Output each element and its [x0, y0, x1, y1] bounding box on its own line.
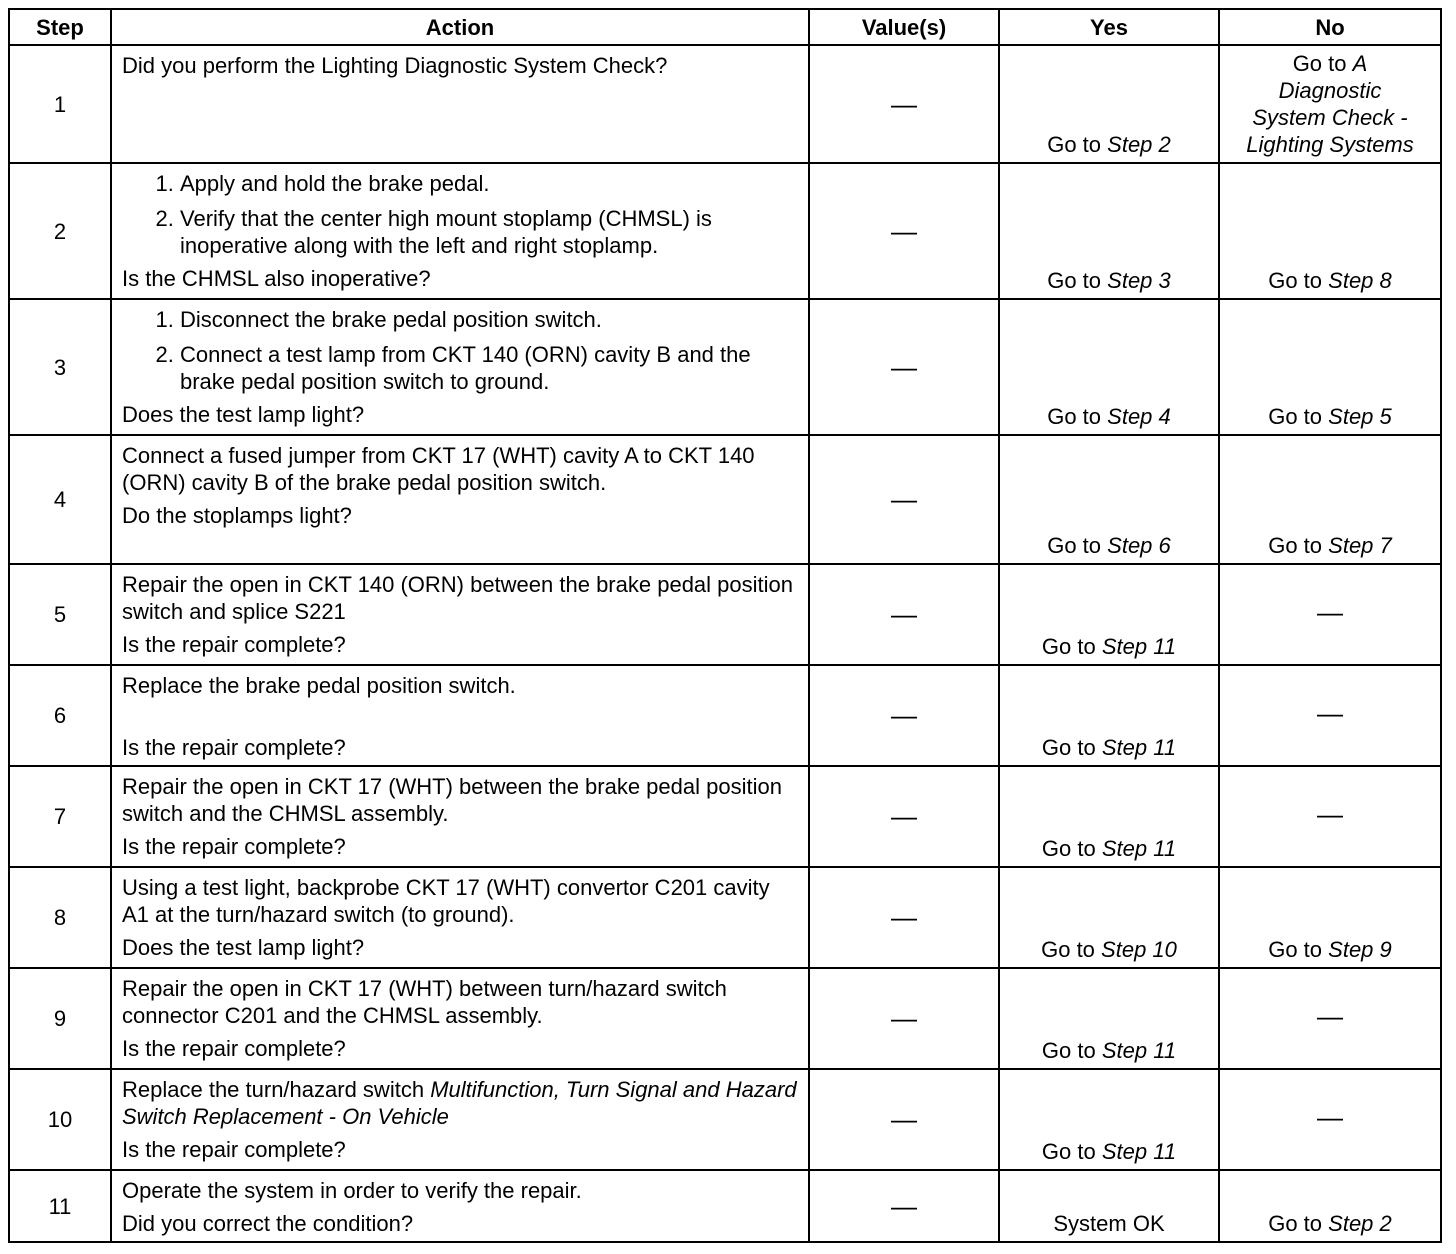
list-item: 2. Verify that the center high mount stoplamp (CHMSL) is inoperative along with the left and right stoplamp.	[180, 205, 798, 259]
goto-label: Go to	[1268, 533, 1323, 558]
action-question: Do the stoplamps light?	[122, 503, 352, 528]
action-cell	[111, 968, 809, 1069]
table-row	[9, 968, 1441, 1069]
goto-label: Go to	[1041, 836, 1096, 861]
no-cell: —	[1219, 968, 1441, 1069]
yes-cell	[999, 45, 1219, 163]
step-link: Step 2	[1107, 132, 1171, 157]
table-row	[9, 1069, 1441, 1170]
action-question: Is the repair complete?	[122, 632, 346, 657]
step-number: 10	[9, 1069, 111, 1170]
action-text	[122, 1076, 798, 1130]
step-link: Step 7	[1328, 533, 1392, 558]
header-yes: Yes	[999, 9, 1219, 45]
step-link: Step 2	[1328, 1211, 1392, 1236]
goto-label: Go to	[1041, 937, 1095, 962]
action-cell	[111, 665, 809, 766]
value-cell: —	[809, 867, 999, 968]
goto-label: Go to	[1268, 268, 1323, 293]
goto-label: Go to	[1041, 1139, 1096, 1164]
no-cell	[1219, 163, 1441, 299]
value-cell: —	[809, 45, 999, 163]
action-question: Is the repair complete?	[122, 735, 346, 760]
step-link: Step 9	[1328, 937, 1392, 962]
step-number: 5	[9, 564, 111, 665]
yes-cell	[999, 163, 1219, 299]
action-question: Is the repair complete?	[122, 1036, 346, 1061]
action-list	[122, 306, 798, 395]
step-link: Step 5	[1328, 404, 1392, 429]
action-question: Does the test lamp light?	[122, 402, 365, 427]
table-row	[9, 299, 1441, 435]
action-text: Operate the system in order to verify the repair.	[122, 1178, 582, 1203]
step-link: Step 6	[1107, 533, 1171, 558]
action-text: Connect a fused jumper from CKT 17 (WHT) cavity A to CKT 140 (ORN) cavity B of the brake pedal position switch.	[122, 443, 755, 495]
value-cell: —	[809, 1069, 999, 1170]
no-cell: —	[1219, 1069, 1441, 1170]
no-cell: —	[1219, 665, 1441, 766]
value-cell: —	[809, 163, 999, 299]
goto-label: Go to	[1047, 533, 1102, 558]
yes-cell	[999, 968, 1219, 1069]
table-row	[9, 435, 1441, 564]
action-cell	[111, 299, 809, 435]
action-cell	[111, 1069, 809, 1170]
action-text: Did you perform the Lighting Diagnostic System Check?	[122, 53, 668, 78]
action-text: Repair the open in CKT 140 (ORN) between the brake pedal position switch and splice S221	[122, 572, 793, 624]
goto-label: Go to	[1047, 132, 1102, 157]
action-list	[122, 170, 798, 259]
action-cell	[111, 435, 809, 564]
step-link: Step 11	[1101, 634, 1177, 659]
yes-cell	[999, 766, 1219, 867]
action-plain: Replace the turn/hazard switch	[122, 1077, 425, 1102]
step-link: Step 4	[1107, 404, 1171, 429]
step-link: Step 11	[1101, 836, 1177, 861]
action-question: Does the test lamp light?	[122, 935, 365, 960]
header-step: Step	[9, 9, 111, 45]
step-number: 4	[9, 435, 111, 564]
goto-label: Go to	[1041, 634, 1096, 659]
yes-cell	[999, 665, 1219, 766]
list-item: 1. Apply and hold the brake pedal.	[180, 170, 798, 197]
value-cell: —	[809, 1170, 999, 1242]
action-cell	[111, 564, 809, 665]
step-number: 8	[9, 867, 111, 968]
action-text: Repair the open in CKT 17 (WHT) between the brake pedal position switch and the CHMSL assembly.	[122, 774, 782, 826]
goto-label: Go to	[1268, 1211, 1323, 1236]
list-item: 2. Connect a test lamp from CKT 140 (ORN) cavity B and the brake pedal position switch to ground.	[180, 341, 798, 395]
value-cell: —	[809, 435, 999, 564]
yes-cell	[999, 564, 1219, 665]
action-cell	[111, 867, 809, 968]
header-action: Action	[111, 9, 809, 45]
header-values: Value(s)	[809, 9, 999, 45]
no-cell: —	[1219, 564, 1441, 665]
value-cell: —	[809, 564, 999, 665]
goto-label: Go to	[1292, 51, 1347, 76]
no-cell: —	[1219, 766, 1441, 867]
value-cell: —	[809, 299, 999, 435]
yes-cell	[999, 299, 1219, 435]
goto-label: Go to	[1047, 404, 1102, 429]
no-cell	[1219, 1170, 1441, 1242]
action-text: Using a test light, backprobe CKT 17 (WHT) convertor C201 cavity A1 at the turn/hazard switch (to ground).	[122, 875, 770, 927]
diagnostic-table	[8, 8, 1442, 1243]
value-cell: —	[809, 665, 999, 766]
action-cell	[111, 163, 809, 299]
table-row	[9, 867, 1441, 968]
step-link: Step 11	[1101, 1038, 1177, 1063]
table-row	[9, 766, 1441, 867]
value-cell: —	[809, 766, 999, 867]
step-link: Step 11	[1101, 735, 1177, 760]
step-number: 3	[9, 299, 111, 435]
action-question: Is the repair complete?	[122, 1137, 346, 1162]
step-link: Step 3	[1107, 268, 1171, 293]
table-row	[9, 665, 1441, 766]
yes-cell	[999, 1069, 1219, 1170]
step-link: Step 11	[1101, 1139, 1177, 1164]
no-cell	[1219, 299, 1441, 435]
header-row	[9, 9, 1441, 45]
goto-label: Go to	[1268, 937, 1323, 962]
goto-label: Go to	[1268, 404, 1323, 429]
goto-label: Go to	[1047, 268, 1102, 293]
table-row	[9, 564, 1441, 665]
yes-cell: System OK	[999, 1170, 1219, 1242]
no-cell	[1219, 867, 1441, 968]
action-question: Is the repair complete?	[122, 834, 346, 859]
yes-cell	[999, 867, 1219, 968]
step-number: 9	[9, 968, 111, 1069]
step-number: 1	[9, 45, 111, 163]
action-cell	[111, 766, 809, 867]
no-ref: Lighting Systems	[1246, 132, 1414, 157]
table-row	[9, 45, 1441, 163]
action-cell	[111, 1170, 809, 1242]
step-number: 6	[9, 665, 111, 766]
list-item: 1. Disconnect the brake pedal position switch.	[180, 306, 798, 333]
action-question: Did you correct the condition?	[122, 1211, 414, 1236]
no-ref: System Check -	[1252, 105, 1408, 130]
action-text: Repair the open in CKT 17 (WHT) between turn/hazard switch connector C201 and the CHMSL assembly.	[122, 976, 727, 1028]
step-number: 7	[9, 766, 111, 867]
step-link: Step 8	[1328, 268, 1392, 293]
action-question: Is the CHMSL also inoperative?	[122, 266, 431, 291]
no-cell	[1219, 435, 1441, 564]
action-text: Replace the brake pedal position switch.	[122, 673, 516, 698]
action-cell	[111, 45, 809, 163]
no-cell	[1219, 45, 1441, 163]
header-no: No	[1219, 9, 1441, 45]
goto-label: Go to	[1041, 735, 1096, 760]
table-row	[9, 1170, 1441, 1242]
no-ref: Diagnostic	[1278, 78, 1382, 103]
step-number: 11	[9, 1170, 111, 1242]
step-link: Step 10	[1101, 937, 1177, 962]
yes-cell	[999, 435, 1219, 564]
value-cell: —	[809, 968, 999, 1069]
table-row	[9, 163, 1441, 299]
step-number: 2	[9, 163, 111, 299]
goto-label: Go to	[1041, 1038, 1096, 1063]
no-ref: A	[1352, 51, 1368, 76]
procedure-reference: Multifunction, Turn Signal and Hazard Switch Replacement - On Vehicle	[122, 1077, 797, 1129]
